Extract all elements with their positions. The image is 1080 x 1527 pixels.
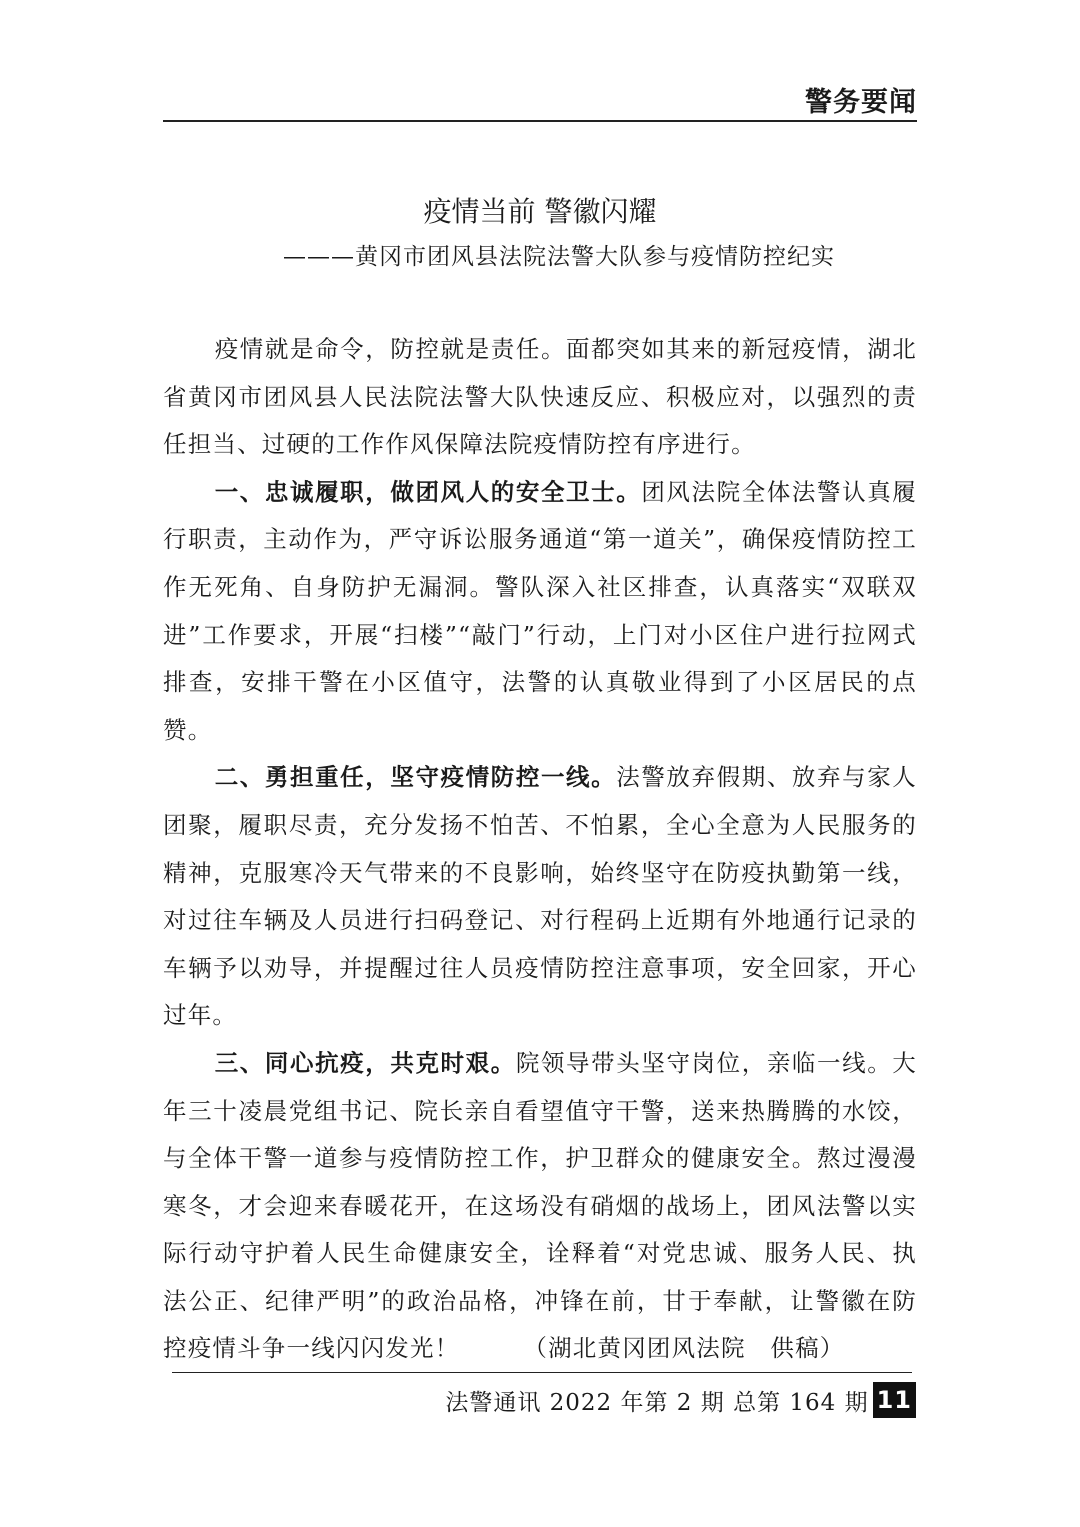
page-footer <box>445 1382 916 1418</box>
section-paragraph-1 <box>163 469 917 755</box>
section-heading-1: 一、忠诚履职，做团风人的安全卫士。 <box>214 477 642 506</box>
header-rule <box>163 120 917 122</box>
section-label: 警务要闻 <box>805 87 917 118</box>
article-credit: （湖北黄冈团风法院 供稿） <box>523 1334 845 1363</box>
section-heading-2: 二、勇担重任，坚守疫情防控一线。 <box>214 763 617 792</box>
section-text-2: 法警放弃假期、放弃与家人团聚，履职尽责，充分发扬不怕苦、不怕累，全心全意为人民服务的精神，克服寒冷天气带来的不良影响，始终坚守在防疫执勤第一线，对过往车辆及人员进行扫码登记、对行程码上近期有外地通行记录的车辆予以劝导，并提醒过往人员疫情防控注意事项，安全回家，开心过年。 <box>163 763 917 1030</box>
section-text-1: 团风法院全体法警认真履行职责，主动作为，严守诉讼服务通道“第一道关”，确保疫情防控工作无死角、自身防护无漏洞。警队深入社区排查，认真落实“双联双进”工作要求，开展“扫楼”“敲门”行动，上门对小区住户进行拉网式排查，安排干警在小区值守，法警的认真敬业得到了小区居民的点赞。 <box>163 477 917 744</box>
section-paragraph-2 <box>163 754 917 1040</box>
article-body <box>163 326 917 1373</box>
intro-paragraph: 疫情就是命令，防控就是责任。面都突如其来的新冠疫情，湖北省黄冈市团风县人民法院法警大队快速反应、积极应对，以强烈的责任担当、过硬的工作作风保障法院疫情防控有序进行。 <box>163 335 917 459</box>
article-title: 疫情当前 警徽闪耀 <box>423 195 657 228</box>
section-text-3: 院领导带头坚守岗位，亲临一线。大年三十凌晨党组书记、院长亲自看望值守干警，送来热腾腾的水饺，与全体干警一道参与疫情防控工作，护卫群众的健康安全。熬过漫漫寒冬，才会迎来春暖花开，在这场没有硝烟的战场上，团风法警以实际行动守护着人民生命健康安全，诠释着“对党忠诚、服务人民、执法公正、纪律严明”的政治品格，冲锋在前，甘于奉献，让警徽在防控疫情斗争一线闪闪发光！ <box>163 1048 918 1363</box>
page-number: 11 <box>873 1382 916 1418</box>
section-paragraph-3 <box>163 1040 917 1373</box>
article-subtitle: ———黄冈市团风县法院法警大队参与疫情防控纪实 <box>283 244 835 270</box>
footer-rule <box>172 1372 912 1373</box>
section-heading-3: 三、同心抗疫，共克时艰。 <box>214 1048 516 1077</box>
publication-info: 法警通讯 2022 年第 2 期 总第 164 期 <box>445 1389 869 1416</box>
